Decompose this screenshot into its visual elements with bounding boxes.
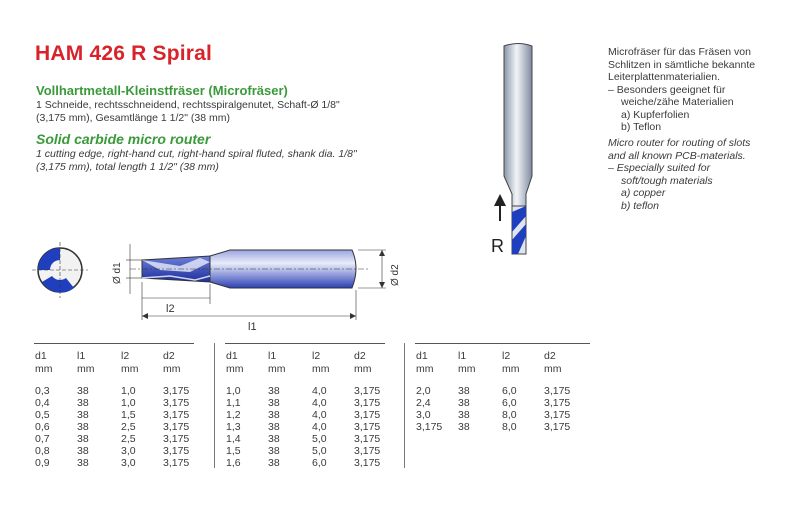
table-cell: 1,5 (226, 445, 241, 457)
table-row (35, 457, 203, 469)
d1-dimension (112, 244, 142, 294)
table-cell: 1,2 (226, 409, 241, 421)
table-cell: 0,9 (35, 457, 50, 469)
side-de-line: b) Teflon (621, 121, 662, 133)
side-note-english (608, 137, 783, 212)
table-cell: 38 (77, 421, 89, 433)
side-en-line: a) copper (621, 187, 666, 199)
table-row (35, 397, 203, 409)
table-row (226, 421, 394, 433)
rotation-arrow-icon (494, 194, 506, 221)
column-unit: mm (458, 363, 476, 375)
table-cell: 38 (458, 421, 470, 433)
table-cell: 3,175 (163, 397, 190, 409)
table-cell: 3,175 (354, 421, 381, 433)
table-cell: 3,175 (163, 445, 190, 457)
table-row (416, 397, 584, 409)
table-cell: 38 (268, 409, 280, 421)
column-unit: mm (77, 363, 95, 375)
dimension-table-2 (226, 350, 394, 469)
dimension-table-3 (416, 350, 584, 433)
table-cell: 4,0 (312, 397, 327, 409)
table-cell: 38 (77, 409, 89, 421)
table-cell: 38 (77, 445, 89, 457)
table-cell: 3,175 (354, 409, 381, 421)
table-cell: 5,0 (312, 445, 327, 457)
table-cell: 38 (268, 421, 280, 433)
column-unit: mm (121, 363, 139, 375)
table-cell: 2,5 (121, 421, 136, 433)
column-header: l1 (77, 350, 86, 362)
side-de-line: – Besonders geeignet für (608, 83, 726, 96)
l2-dimension (142, 282, 210, 320)
table-cell: 1,3 (226, 421, 241, 433)
column-header: d1 (416, 350, 428, 362)
cutter-flute (512, 206, 526, 254)
column-unit: mm (354, 363, 372, 375)
table-cell: 3,175 (544, 385, 571, 397)
column-unit: mm (226, 363, 244, 375)
side-en-line: and all known PCB-materials. (608, 149, 746, 162)
side-de-line: Microfräser für das Fräsen von (608, 46, 751, 58)
table-row (226, 457, 394, 469)
column-header: l1 (268, 350, 277, 362)
table-cell: 3,175 (416, 421, 443, 433)
table-row (416, 409, 584, 421)
dimension-table-1 (35, 350, 203, 469)
column-header: d1 (35, 350, 47, 362)
table-row (35, 409, 203, 421)
column-header: l2 (312, 350, 321, 362)
table-cell: 3,175 (354, 457, 381, 469)
table-cell: 5,0 (312, 433, 327, 445)
column-unit: mm (163, 363, 181, 375)
table-cell: 38 (77, 457, 89, 469)
english-heading: Solid carbide micro router (36, 131, 211, 147)
table-cell: 38 (268, 397, 280, 409)
table-unit-row (226, 363, 394, 376)
side-de-line: weiche/zähe Materialien (621, 96, 734, 108)
table-cell: 2,0 (416, 385, 431, 397)
table-cell: 38 (77, 385, 89, 397)
table-cell: 0,4 (35, 397, 50, 409)
column-header: d2 (354, 350, 366, 362)
table-cell: 3,175 (163, 433, 190, 445)
rotation-label: R (491, 236, 504, 256)
cutter-body (130, 250, 370, 288)
german-heading: Vollhartmetall-Kleinstfräser (Microfräser) (36, 83, 288, 98)
table-rule (415, 343, 590, 344)
table-cell: 1,0 (121, 385, 136, 397)
table-cell: 1,1 (226, 397, 241, 409)
product-title: HAM 426 R Spiral (35, 42, 213, 65)
cutter-shank (504, 44, 532, 207)
column-header: d1 (226, 350, 238, 362)
table-unit-row (35, 363, 203, 376)
table-row (35, 433, 203, 445)
d2-dimension (358, 250, 401, 288)
table-cell: 3,0 (121, 445, 136, 457)
l2-label: l2 (166, 303, 175, 315)
side-de-line: Schlitzen in sämtliche bekannte (608, 58, 756, 71)
horizontal-cutter-drawing (30, 232, 410, 332)
table-cell: 0,6 (35, 421, 50, 433)
table-cell: 6,0 (312, 457, 327, 469)
table-cell: 1,0 (121, 397, 136, 409)
table-rule (34, 343, 194, 344)
table-cell: 3,175 (163, 421, 190, 433)
table-cell: 38 (77, 433, 89, 445)
table-cell: 38 (268, 385, 280, 397)
table-cell: 38 (458, 409, 470, 421)
table-row (35, 421, 203, 433)
table-row (416, 421, 584, 433)
side-en-line: – Especially suited for (608, 162, 711, 174)
german-desc-line1: 1 Schneide, rechtsschneidend, rechtsspiralgenutet, Schaft-Ø 1/8" (36, 99, 340, 111)
table-cell: 2,5 (121, 433, 136, 445)
side-note-german (608, 46, 783, 134)
column-header: l2 (121, 350, 130, 362)
table-header-row (416, 350, 584, 363)
column-unit: mm (544, 363, 562, 375)
table-cell: 8,0 (502, 409, 517, 421)
english-description (36, 148, 456, 174)
table-row (416, 385, 584, 397)
l1-label: l1 (248, 321, 257, 332)
table-cell: 4,0 (312, 409, 327, 421)
table-cell: 0,5 (35, 409, 50, 421)
table-cell: 3,175 (354, 433, 381, 445)
table-cell: 3,0 (121, 457, 136, 469)
english-desc-line1: 1 cutting edge, right-hand cut, right-hand spiral fluted, shank dia. 1/8" (36, 148, 357, 160)
table-cell: 6,0 (502, 397, 517, 409)
table-divider (404, 343, 405, 468)
german-desc-line2: (3,175 mm), Gesamtlänge 1 1/2" (38 mm) (36, 112, 230, 124)
table-cell: 3,175 (544, 421, 571, 433)
column-unit: mm (502, 363, 520, 375)
table-cell: 3,0 (416, 409, 431, 421)
table-row (226, 409, 394, 421)
table-cell: 1,4 (226, 433, 241, 445)
table-header-row (226, 350, 394, 363)
side-de-line: Leiterplattenmaterialien. (608, 71, 721, 83)
table-cell: 1,5 (121, 409, 136, 421)
table-cell: 2,4 (416, 397, 431, 409)
d2-label: Ø d2 (390, 264, 401, 286)
column-header: l1 (458, 350, 467, 362)
column-header: d2 (163, 350, 175, 362)
table-cell: 3,175 (354, 445, 381, 457)
table-cell: 1,6 (226, 457, 241, 469)
table-row (226, 397, 394, 409)
table-cell: 4,0 (312, 385, 327, 397)
table-cell: 38 (77, 397, 89, 409)
table-cell: 3,175 (544, 397, 571, 409)
cross-section-icon (32, 242, 88, 298)
table-cell: 0,8 (35, 445, 50, 457)
table-cell: 0,7 (35, 433, 50, 445)
table-cell: 38 (268, 433, 280, 445)
column-header: d2 (544, 350, 556, 362)
table-row (226, 433, 394, 445)
table-cell: 4,0 (312, 421, 327, 433)
side-en-line: b) teflon (621, 199, 659, 212)
table-cell: 3,175 (163, 385, 190, 397)
table-row (226, 445, 394, 457)
table-cell: 3,175 (354, 397, 381, 409)
table-cell: 38 (268, 445, 280, 457)
column-unit: mm (35, 363, 53, 375)
table-row (35, 445, 203, 457)
table-divider (214, 343, 215, 468)
table-cell: 38 (458, 385, 470, 397)
table-row (35, 385, 203, 397)
table-unit-row (416, 363, 584, 376)
column-header: l2 (502, 350, 511, 362)
table-cell: 6,0 (502, 385, 517, 397)
column-unit: mm (312, 363, 330, 375)
side-en-line: Micro router for routing of slots (608, 137, 751, 149)
column-unit: mm (416, 363, 434, 375)
column-unit: mm (268, 363, 286, 375)
vertical-cutter-drawing (480, 36, 560, 266)
side-en-line: soft/tough materials (621, 174, 713, 187)
table-cell: 3,175 (354, 385, 381, 397)
table-rule (225, 343, 385, 344)
table-cell: 3,175 (544, 409, 571, 421)
table-cell: 1,0 (226, 385, 241, 397)
table-row (226, 385, 394, 397)
table-cell: 8,0 (502, 421, 517, 433)
table-cell: 0,3 (35, 385, 50, 397)
table-cell: 3,175 (163, 409, 190, 421)
d1-label: Ø d1 (112, 262, 123, 284)
side-de-line: a) Kupferfolien (621, 108, 690, 121)
table-header-row (35, 350, 203, 363)
german-description (36, 99, 456, 125)
table-cell: 38 (458, 397, 470, 409)
table-cell: 38 (268, 457, 280, 469)
english-desc-line2: (3,175 mm), total length 1 1/2" (38 mm) (36, 161, 219, 173)
table-cell: 3,175 (163, 457, 190, 469)
